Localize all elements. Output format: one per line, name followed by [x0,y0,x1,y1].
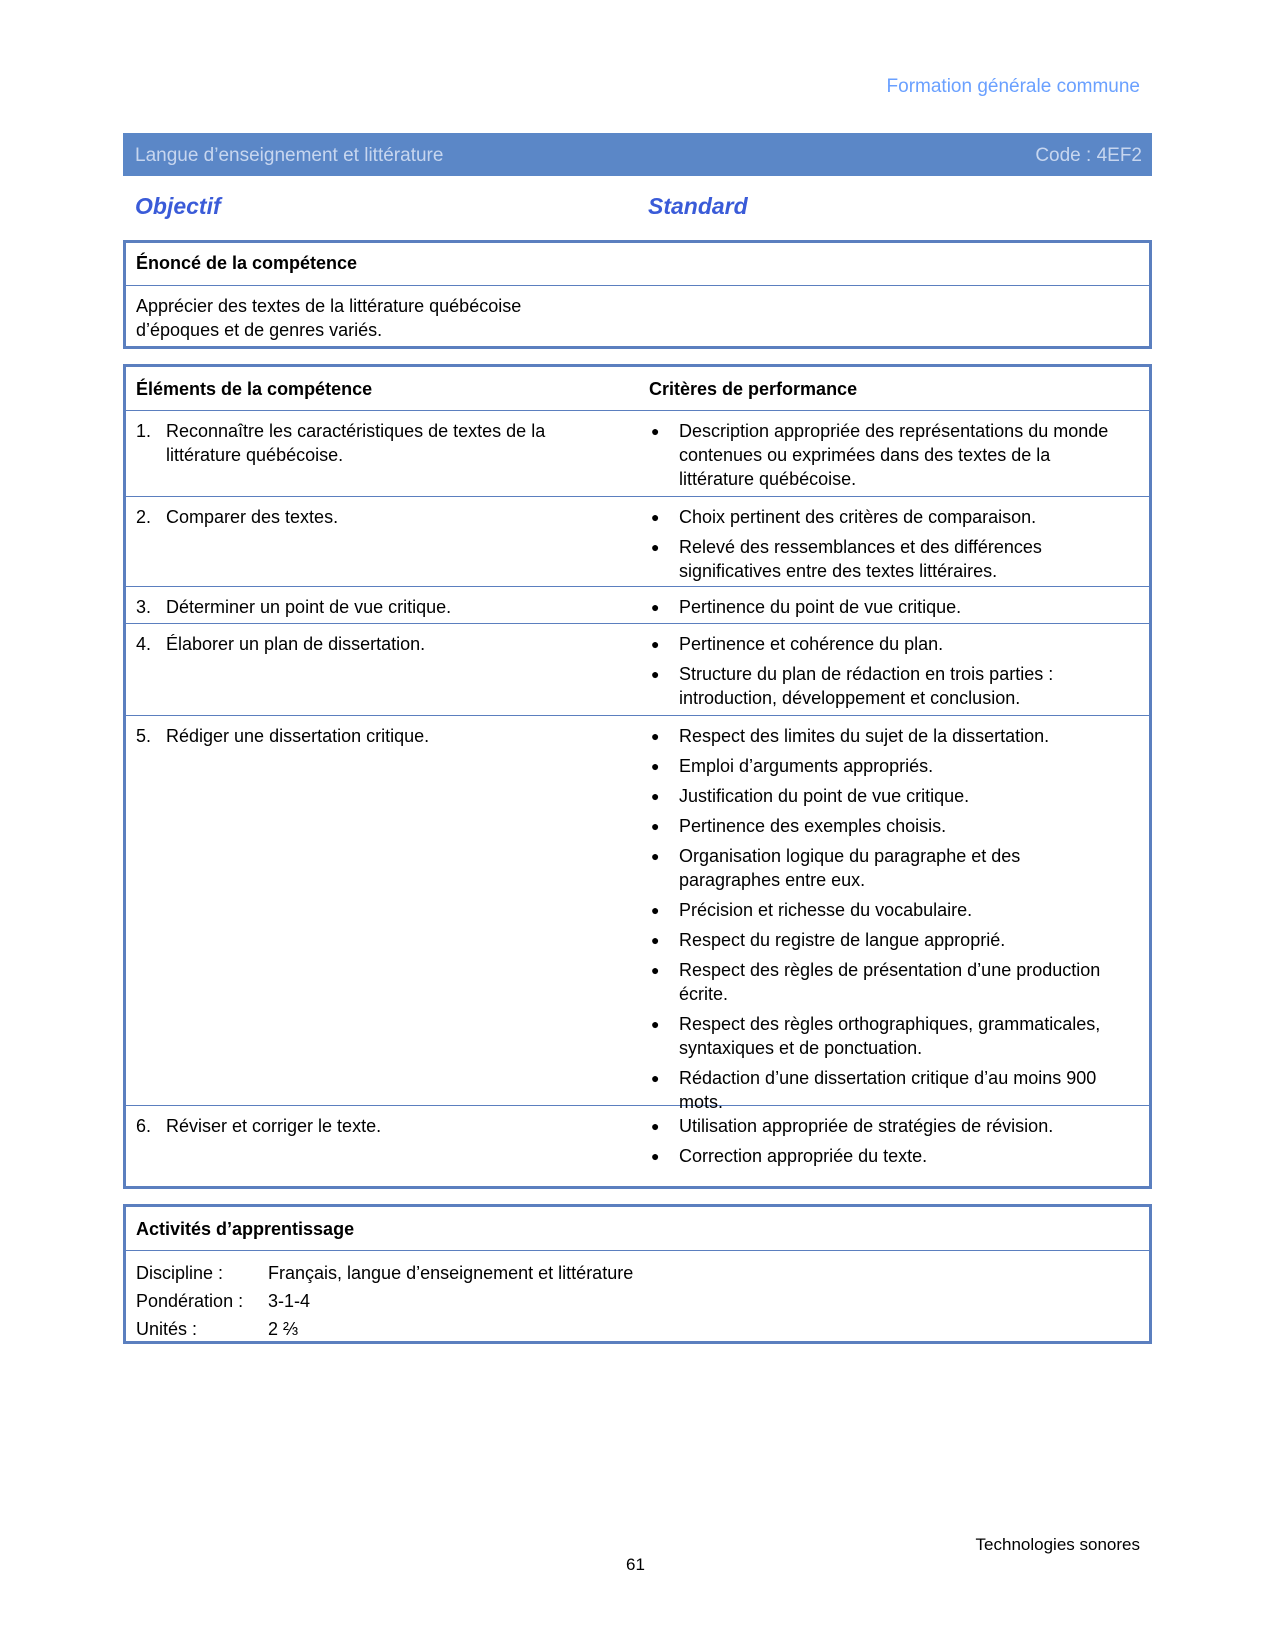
element-cell [136,419,606,467]
bullet-icon: ● [651,599,660,615]
elements-column-header: Éléments de la compétence [136,379,373,399]
bullet-icon: ● [651,848,660,864]
element-cell [136,724,606,748]
criteria-cell [649,419,1119,497]
table-row [126,411,1149,497]
bullet-icon: ● [651,1070,660,1086]
course-title-bar [123,133,1152,176]
criterion-text: Description appropriée des représentations du monde contenues ou exprimées dans des textes de la littérature québécoise. [679,421,1109,489]
criteria-cell [649,724,1119,1120]
unites-value: 2 ⅔ [268,1319,299,1339]
discipline-value: Français, langue d’enseignement et littérature [268,1263,634,1283]
bullet-icon: ● [651,932,660,948]
bullet-icon: ● [651,1148,660,1164]
bullet-icon: ● [651,1118,660,1134]
criterion-text: Pertinence et cohérence du plan. [679,634,944,654]
objective-row [135,193,1145,221]
criterion-item [649,754,1119,778]
criterion-item [649,662,1119,710]
criterion-item [649,844,1119,892]
criterion-text: Respect des limites du sujet de la dissertation. [679,726,1050,746]
bullet-icon: ● [651,509,660,525]
criterion-item [649,784,1119,808]
criterion-item [649,928,1119,952]
activites-body [126,1251,1149,1343]
bullet-icon: ● [651,423,660,439]
criterion-text: Correction appropriée du texte. [679,1146,928,1166]
discipline-label: Discipline : [136,1263,224,1283]
criterion-item [649,419,1119,491]
criteria-cell [649,632,1119,716]
criterion-text: Précision et richesse du vocabulaire. [679,900,973,920]
element-cell [136,632,606,656]
criteria-cell [649,1114,1119,1174]
criterion-item [649,535,1119,583]
criterion-item [649,595,1119,619]
criteria-column-header: Critères de performance [649,379,858,399]
criterion-item [649,898,1119,922]
criterion-text: Justification du point de vue critique. [679,786,970,806]
element-cell [136,1114,606,1138]
bullet-icon: ● [651,1016,660,1032]
criterion-item [649,1144,1119,1168]
table-row [126,587,1149,624]
bullet-icon: ● [651,962,660,978]
table-row [126,624,1149,716]
element-cell [136,595,606,619]
footer-program: Technologies sonores [975,1535,1140,1554]
objectif-label: Objectif [135,193,221,219]
competence-box [123,240,1152,349]
element-number: 4. [136,634,152,654]
element-number: 1. [136,421,152,441]
table-row [126,716,1149,1112]
unites-label: Unités : [136,1319,198,1339]
criterion-text: Structure du plan de rédaction en trois parties : introduction, développement et conclusion. [679,664,1054,708]
bullet-icon: ● [651,666,660,682]
criterion-text: Utilisation appropriée de stratégies de révision. [679,1116,1054,1136]
element-number: 3. [136,597,152,617]
criterion-text: Pertinence du point de vue critique. [679,597,962,617]
criteria-cell [649,595,1119,625]
page-number: 61 [626,1555,645,1574]
criterion-text: Choix pertinent des critères de comparaison. [679,507,1037,527]
page-header-section: Formation générale commune [886,76,1140,97]
element-number: 2. [136,507,152,527]
bullet-icon: ● [651,636,660,652]
element-cell [136,505,606,529]
ponderation-value: 3-1-4 [268,1291,311,1311]
elements-table [123,364,1152,1189]
table-row [126,497,1149,587]
bullet-icon: ● [651,539,660,555]
ponderation-label: Pondération : [136,1291,244,1311]
criterion-item [649,1012,1119,1060]
criterion-item [649,632,1119,656]
bullet-icon: ● [651,788,660,804]
elements-table-header [126,367,1149,411]
criterion-text: Emploi d’arguments appropriés. [679,756,934,776]
element-text: Réviser et corriger le texte. [166,1116,382,1136]
elements-table-body [126,411,1149,1173]
criterion-item [649,958,1119,1006]
element-text: Déterminer un point de vue critique. [166,597,452,617]
criterion-item [649,505,1119,529]
element-text: Rédiger une dissertation critique. [166,726,430,746]
table-row [126,1106,1149,1173]
activites-heading: Activités d’apprentissage [126,1207,1149,1251]
criterion-text: Respect du registre de langue approprié. [679,930,1006,950]
criterion-text: Rédaction d’une dissertation critique d’au moins 900 mots. [679,1068,1097,1112]
element-number: 5. [136,726,152,746]
bullet-icon: ● [651,758,660,774]
element-text: Comparer des textes. [166,507,339,527]
criterion-item [649,814,1119,838]
criterion-text: Respect des règles orthographiques, grammaticales, syntaxiques et de ponctuation. [679,1014,1101,1058]
bullet-icon: ● [651,728,660,744]
bullet-icon: ● [651,902,660,918]
criterion-item [649,1114,1119,1138]
activites-box [123,1204,1152,1344]
course-title: Langue d’enseignement et littérature [135,145,444,166]
criterion-text: Relevé des ressemblances et des différences significatives entre des textes littéraires. [679,537,1042,581]
criterion-text: Respect des règles de présentation d’une production écrite. [679,960,1101,1004]
criterion-text: Organisation logique du paragraphe et des paragraphes entre eux. [679,846,1021,890]
competence-text: Apprécier des textes de la littérature québécoise d’époques et de genres variés. [136,296,522,340]
standard-label: Standard [648,193,748,219]
element-number: 6. [136,1116,152,1136]
bullet-icon: ● [651,818,660,834]
element-text: Reconnaître les caractéristiques de textes de la littérature québécoise. [166,421,546,465]
criterion-text: Pertinence des exemples choisis. [679,816,947,836]
element-text: Élaborer un plan de dissertation. [166,634,426,654]
unites-line [136,1315,1139,1343]
criterion-item [649,724,1119,748]
course-code: Code : 4EF2 [1035,145,1142,166]
ponderation-line [136,1287,1139,1315]
criteria-cell [649,505,1119,589]
competence-heading: Énoncé de la compétence [126,243,1149,286]
discipline-line [136,1259,1139,1287]
